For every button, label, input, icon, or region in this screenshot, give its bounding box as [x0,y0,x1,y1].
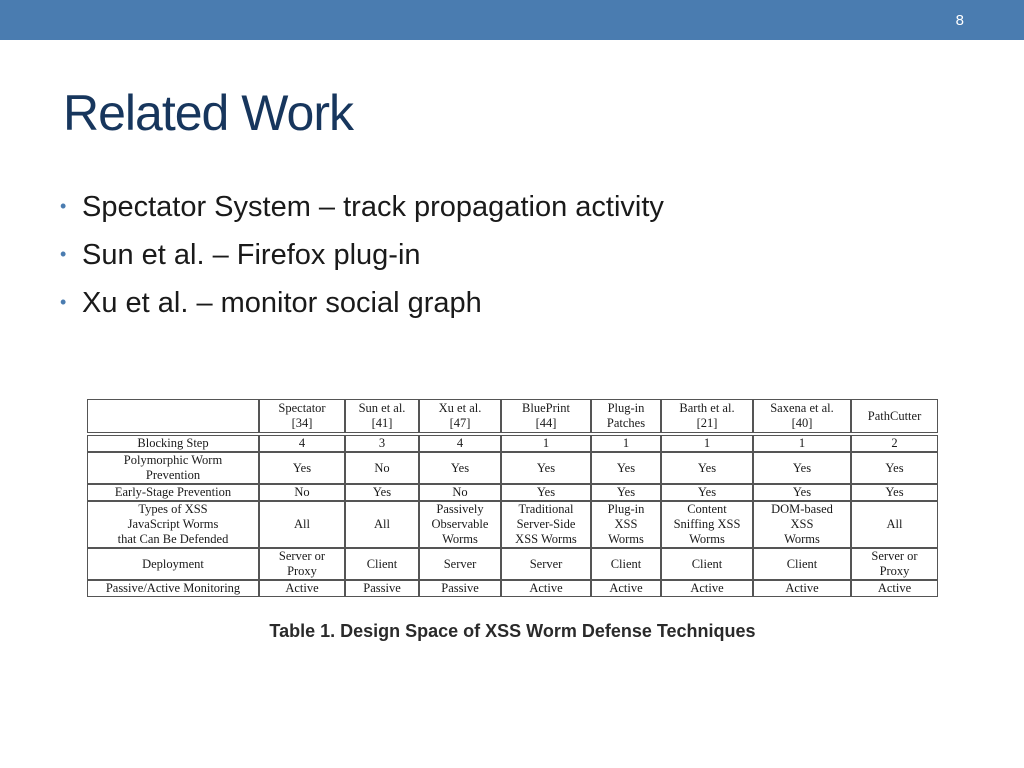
column-header-text: [21] [696,416,718,430]
row-label-text: Polymorphic Worm [123,453,223,467]
table-cell [753,452,851,484]
bullet-item [60,186,664,234]
table-cell [501,580,591,597]
table-row [87,435,938,452]
column-header-text: [41] [371,416,393,430]
table-cell-text: Sniffing XSS [673,517,741,531]
table-cell-text: Active [609,581,643,595]
bullet-item [60,282,664,330]
table-cell-text: Observable [431,517,489,531]
table-cell-text: Traditional [518,502,574,516]
row-label-text: that Can Be Defended [117,532,229,546]
table-cell [259,548,345,580]
table-cell [419,501,501,548]
table-cell [259,484,345,501]
table-cell-text: XSS [614,517,638,531]
table-cell-text: Client [366,556,398,571]
column-header-text: [44] [535,416,557,430]
bullet-list [60,186,664,330]
table-cell-text: XSS Worms [515,532,577,546]
table-cell [661,435,753,452]
table-cell-text: Active [690,581,724,595]
table-cell-text: Client [610,556,642,571]
table-cell [753,484,851,501]
table-cell [345,580,419,597]
table-cell-text: Yes [885,485,904,499]
table-cell [345,501,419,548]
table-cell-text: Worms [442,532,478,546]
design-space-table [87,399,938,597]
table-cell [753,501,851,548]
column-header-text: [34] [291,416,313,430]
table-cell-text: Content [687,502,727,516]
table-cell [501,548,591,580]
table-cell-text: No [374,460,390,475]
table-cell-text: Server [529,556,563,571]
table-cell [345,435,419,452]
row-label [87,580,259,597]
table-cell [591,501,661,548]
table-row [87,501,938,548]
table-cell-text: Passive [363,581,401,595]
table-cell [753,435,851,452]
table-cell-text: Active [877,581,912,595]
table-cell-text: Yes [536,460,556,475]
column-header-text: Xu et al. [438,401,482,415]
table-cell-text: Yes [792,485,812,499]
column-header-text: Patches [606,416,646,430]
column-header-text: PathCutter [867,408,922,423]
table-cell [345,548,419,580]
column-header-text: Saxena et al. [770,401,834,415]
row-label [87,484,259,501]
table-cell [259,452,345,484]
table-cell-text: Plug-in [607,502,645,516]
table-cell-text: Worms [689,532,725,546]
column-header-text: BluePrint [522,401,570,415]
table-cell-text: Yes [616,485,636,499]
column-header [661,399,753,433]
bullet-text: Spectator System – track propagation activity [82,191,664,223]
row-label [87,452,259,484]
table-cell-text: Proxy [287,564,317,578]
table-cell-text: All [886,517,903,531]
table-cell-text: Yes [536,485,556,499]
table-header-row [87,399,938,433]
table-cell [661,501,753,548]
table-cell [501,452,591,484]
table-cell [753,548,851,580]
table-cell [661,580,753,597]
bullet-dot-icon: • [60,292,67,312]
table-cell [851,484,938,501]
table-cell-text: XSS [790,517,814,531]
table-cell-text: 1 [798,436,806,450]
bullet-text: Xu et al. – monitor social graph [82,287,482,319]
table-cell [259,580,345,597]
table-cell [851,452,938,484]
table-cell-text: Server-Side [516,517,576,531]
table-cell-text: Yes [616,460,636,475]
table-cell-text: 1 [703,436,711,450]
table-cell-text: 1 [622,436,630,450]
bullet-item [60,234,664,282]
table-cell [851,435,938,452]
row-label-text: Types of XSS [138,502,208,516]
bullet-dot-icon: • [60,244,67,264]
row-label-text: JavaScript Worms [127,517,219,531]
table-cell-text: 4 [298,436,306,450]
table-cell [259,501,345,548]
table-cell-text: DOM-based [771,502,833,516]
table-cell-text: Client [786,556,818,571]
row-label-text: Early-Stage Prevention [114,485,232,499]
column-header [345,399,419,433]
column-header-text: Plug-in [607,401,645,415]
table-cell-text: Passively [436,502,484,516]
table-cell-text: Server or [871,549,918,563]
table-cell [419,452,501,484]
table-row [87,580,938,597]
column-header-text: [47] [449,416,471,430]
column-header [851,399,938,433]
column-header [753,399,851,433]
slide-title: Related Work [63,85,353,141]
table-cell-text: No [294,485,310,499]
table-cell-text: Yes [372,485,392,499]
table-cell-text: Worms [784,532,820,546]
bullet-text: Sun et al. – Firefox plug-in [82,239,421,271]
table-cell [661,484,753,501]
table-cell [419,548,501,580]
row-label-text: Passive/Active Monitoring [105,581,241,595]
column-header-text: Barth et al. [679,401,735,415]
table-cell-text: Proxy [879,564,910,578]
table-cell-text: 4 [456,436,464,450]
table-cell [591,580,661,597]
table-cell-text: Yes [697,460,717,475]
table-cell [591,435,661,452]
table-cell-text: Server [443,556,477,571]
table-cell-text: Server or [278,549,326,563]
table-cell-text: Yes [885,460,904,475]
bullet-dot-icon: • [60,196,67,216]
table-cell-text: Active [529,581,563,595]
header-bar [0,0,1024,40]
table-cell [501,484,591,501]
row-label [87,548,259,580]
table-cell [851,548,938,580]
row-label-text: Prevention [145,468,201,482]
column-header [259,399,345,433]
table-row [87,452,938,484]
table-row [87,484,938,501]
table-cell-text: Worms [608,532,644,546]
table-corner-cell [87,399,259,433]
table-cell-text: 2 [891,436,898,450]
table-cell [753,580,851,597]
table-cell-text: Yes [697,485,717,499]
table-cell [419,580,501,597]
table-cell-text: No [452,485,468,499]
table-cell-text: Client [691,556,723,571]
table-cell [501,501,591,548]
table-cell [501,435,591,452]
table-cell [419,435,501,452]
table-cell-text: Yes [292,460,312,475]
table-cell [591,484,661,501]
table-row [87,548,938,580]
table-cell [661,548,753,580]
column-header-text: Sun et al. [358,401,406,415]
table-cell [851,580,938,597]
slide-number: 8 [955,12,964,29]
table-cell-text: 1 [542,436,550,450]
column-header [591,399,661,433]
column-header [419,399,501,433]
table-cell [591,452,661,484]
table-cell [661,452,753,484]
table-cell [345,484,419,501]
table-cell [419,484,501,501]
table-cell [345,452,419,484]
table-caption: Table 1. Design Space of XSS Worm Defense Techniques [269,621,756,641]
column-header-text: Spectator [278,401,326,415]
table-cell-text: Active [285,581,319,595]
row-label-text: Blocking Step [137,436,209,450]
table-cell [591,548,661,580]
row-label-text: Deployment [142,556,204,571]
column-header [501,399,591,433]
table-figure [87,399,938,597]
table-cell-text: Yes [792,460,812,475]
table-cell [259,435,345,452]
column-header-text: [40] [791,416,813,430]
table-cell [851,501,938,548]
table-cell-text: All [294,517,310,531]
table-cell-text: Passive [441,581,479,595]
row-label [87,435,259,452]
table-cell-text: All [374,517,390,531]
table-cell-text: Active [785,581,819,595]
table-cell-text: Yes [450,460,470,475]
table-cell-text: 3 [378,436,386,450]
row-label [87,501,259,548]
